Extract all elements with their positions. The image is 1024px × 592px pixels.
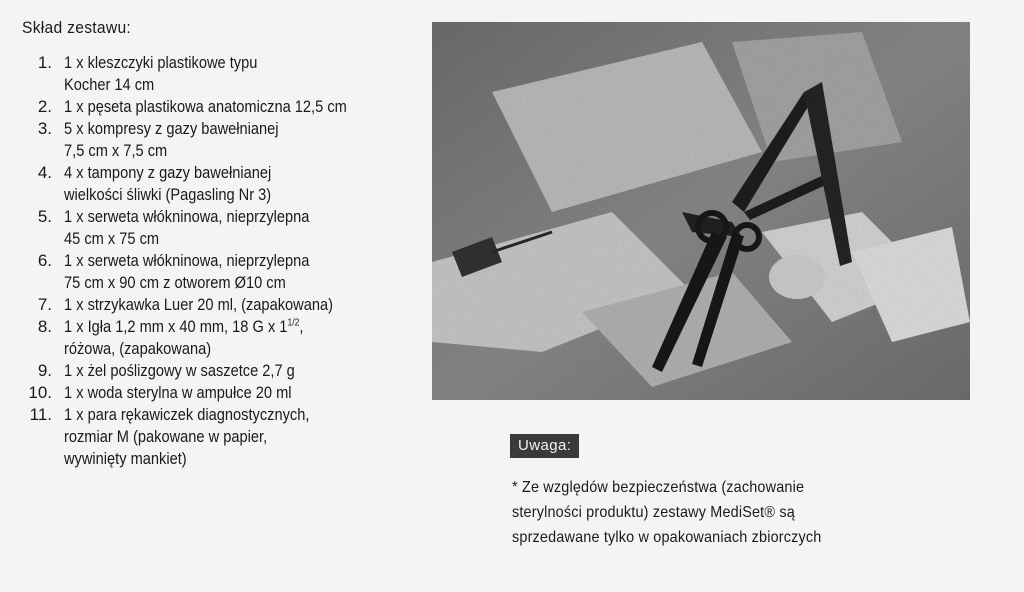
item-number: 2.	[37, 97, 52, 116]
item-text: 1 x żel poślizgowy w saszetce 2,7 g	[64, 361, 295, 380]
list-item	[22, 404, 432, 470]
note-text	[512, 475, 952, 550]
list-item	[22, 382, 432, 404]
list-item	[22, 52, 432, 96]
item-number: 11.	[29, 405, 52, 424]
item-text: 5 x kompresy z gazy bawełnianej	[64, 119, 279, 138]
superscript-fraction: 1/2	[287, 317, 300, 329]
item-text: 1 x woda sterylna w ampułce 20 ml	[64, 383, 292, 402]
note-line: * Ze względów bezpieczeństwa (zachowanie	[512, 479, 805, 496]
item-text: wielkości śliwki (Pagasling Nr 3)	[64, 185, 272, 204]
list-item	[22, 162, 432, 206]
list-item	[22, 206, 432, 250]
page-title: Skład zestawu:	[22, 18, 132, 37]
list-item	[22, 316, 432, 360]
item-number: 4.	[37, 163, 52, 182]
kit-contents-list	[22, 52, 432, 470]
item-text: 1 x serweta włókninowa, nieprzylepna	[64, 207, 310, 226]
item-text: różowa, (zapakowana)	[64, 339, 212, 358]
list-item	[22, 96, 432, 118]
item-number: 8.	[37, 317, 52, 336]
item-text: 1 x pęseta plastikowa anatomiczna 12,5 cm	[64, 97, 347, 116]
item-text: 1 x para rękawiczek diagnostycznych,	[64, 405, 310, 424]
item-text: 75 cm x 90 cm z otworem Ø10 cm	[64, 273, 286, 292]
item-number: 3.	[37, 119, 52, 138]
item-text: rozmiar M (pakowane w papier,	[64, 427, 268, 446]
note-line: sterylności produktu) zestawy MediSet® są	[512, 504, 795, 521]
item-text: 4 x tampony z gazy bawełnianej	[64, 163, 272, 182]
list-item	[22, 250, 432, 294]
item-text: 45 cm x 75 cm	[64, 229, 160, 248]
item-text: 7,5 cm x 7,5 cm	[64, 141, 168, 160]
note-line: sprzedawane tylko w opakowaniach zbiorczych	[512, 529, 822, 546]
item-text: 1 x strzykawka Luer 20 ml, (zapakowana)	[64, 295, 333, 314]
item-text: 1 x Igła 1,2 mm x 40 mm, 18 G x $1^{1/2}$,	[64, 317, 304, 336]
kit-photo	[432, 22, 970, 400]
item-number: 10.	[28, 383, 52, 402]
item-number: 9.	[37, 361, 52, 380]
item-number: 6.	[37, 251, 52, 270]
list-item	[22, 360, 432, 382]
item-number: 7.	[37, 295, 52, 314]
list-item	[22, 118, 432, 162]
item-number: 5.	[37, 207, 52, 226]
list-item	[22, 294, 432, 316]
item-number: 1.	[37, 53, 52, 72]
item-text: Kocher 14 cm	[64, 75, 155, 94]
item-text: wywinięty mankiet)	[64, 449, 187, 468]
item-text: 1 x serweta włókninowa, nieprzylepna	[64, 251, 310, 270]
item-text: 1 x kleszczyki plastikowe typu	[64, 53, 258, 72]
note-badge: Uwaga:	[510, 434, 579, 458]
